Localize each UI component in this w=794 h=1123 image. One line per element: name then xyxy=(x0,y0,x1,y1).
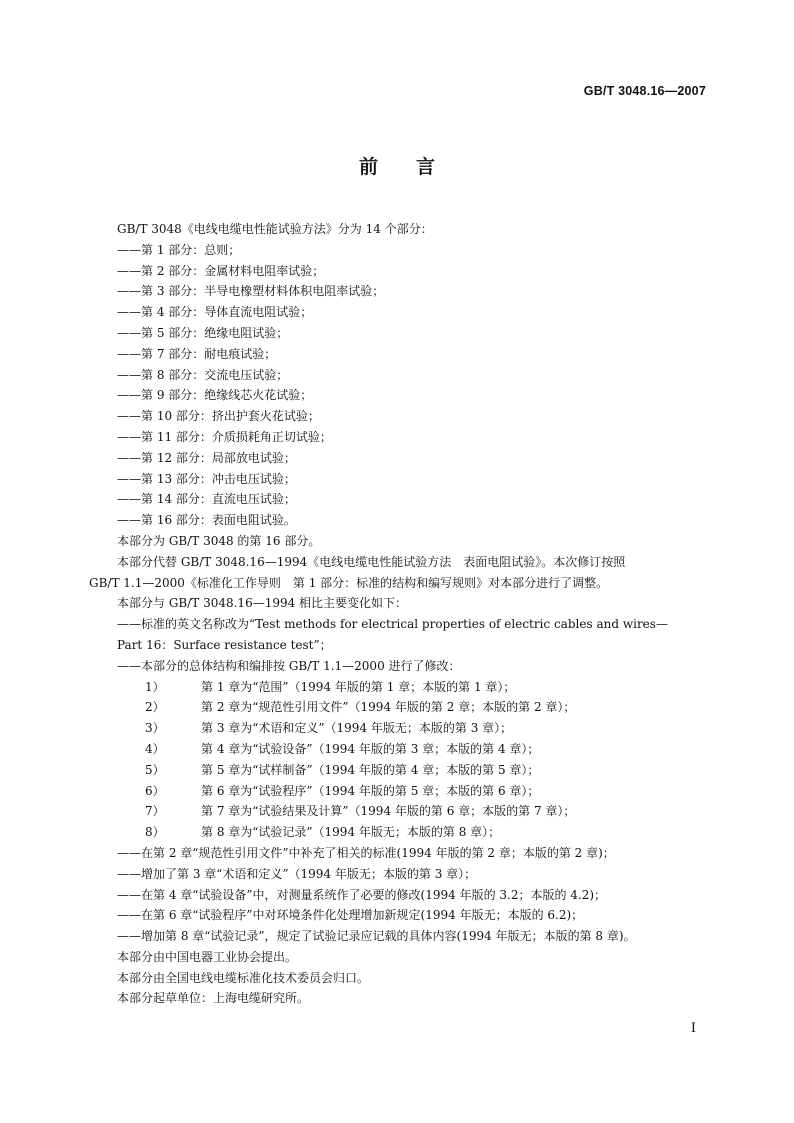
part-list-item: ——第 4 部分：导体直流电阻试验； xyxy=(117,305,313,320)
other-change-item: ——在第 2 章“规范性引用文件”中补充了相关的标准(1994 年版的第 2 章；本版的第 2 章)； xyxy=(117,845,615,860)
part-list-item: ——第 3 部分：半导电橡塑材料体积电阻率试验； xyxy=(117,284,385,299)
chapter-number: 7） xyxy=(145,804,165,819)
part-list-item: ——第 1 部分：总则； xyxy=(117,242,241,257)
replace-paragraph-line-1: 本部分代替 GB/T 3048.16—1994《电线电缆电性能试验方法 表面电阻试验》。本次修订按照 xyxy=(117,554,626,569)
other-change-item: ——在第 4 章“试验设备”中，对测量系统作了必要的修改(1994 年版的 3.2；本版的 4.2)； xyxy=(117,887,607,902)
chapter-number: 5） xyxy=(145,762,165,777)
proposed-by: 本部分由中国电器工业协会提出。 xyxy=(117,949,298,964)
chapter-text: 第 8 章为“试验记录”（1994 年版无；本版的第 8 章）； xyxy=(201,825,501,840)
chapter-text: 第 5 章为“试样制备”（1994 年版的第 4 章；本版的第 5 章）； xyxy=(201,762,540,777)
this-part-paragraph: 本部分为 GB/T 3048 的第 16 部分。 xyxy=(117,533,321,548)
intro-paragraph: GB/T 3048《电线电缆电性能试验方法》分为 14 个部分： xyxy=(117,222,433,236)
chapter-number: 6） xyxy=(145,783,165,798)
chapter-text: 第 2 章为“规范性引用文件”（1994 年版的第 2 章；本版的第 2 章）； xyxy=(201,700,576,715)
part-list-item: ——第 5 部分：绝缘电阻试验； xyxy=(117,325,289,340)
part-list-item: ——第 9 部分：绝缘线芯火花试验； xyxy=(117,388,313,403)
chapter-list-item xyxy=(89,677,709,698)
changes-intro: 本部分与 GB/T 3048.16—1994 相比主要变化如下： xyxy=(117,596,408,611)
chapter-list-item xyxy=(89,718,709,739)
part-list-item: ——第 13 部分：冲击电压试验； xyxy=(117,471,296,486)
other-change-item: ——增加了第 3 章“术语和定义”（1994 年版无；本版的第 3 章）； xyxy=(117,866,477,881)
chapter-list-item xyxy=(89,760,709,781)
part-list-item: ——第 11 部分：介质损耗角正切试验； xyxy=(117,429,332,444)
chapter-number: 8） xyxy=(145,825,165,840)
part-list-item: ——第 7 部分：耐电痕试验； xyxy=(117,346,277,361)
change-english-name-line-2: Part 16：Surface resistance test”； xyxy=(117,637,332,652)
chapter-list-item xyxy=(89,697,709,718)
page-number: I xyxy=(690,1021,696,1036)
replace-paragraph-line-2: GB/T 1.1—2000《标准化工作导则 第 1 部分：标准的结构和编写规则》对本部分进行了调整。 xyxy=(89,575,609,590)
page-title: 前言 xyxy=(358,156,473,178)
chapter-number: 2） xyxy=(145,700,165,715)
part-list-item: ——第 8 部分：交流电压试验； xyxy=(117,367,289,382)
chapter-text: 第 3 章为“术语和定义”（1994 年版无；本版的第 3 章）； xyxy=(201,721,513,736)
part-list-item: ——第 2 部分：金属材料电阻率试验； xyxy=(117,263,325,278)
chapter-list-item xyxy=(89,781,709,802)
part-list-item: ——第 10 部分：挤出护套火花试验； xyxy=(117,409,320,424)
other-change-item: ——在第 6 章“试验程序”中对环境条件化处理增加新规定(1994 年版无；本版的 6.2)； xyxy=(117,908,584,923)
change-english-name-line-1: ——标准的英文名称改为“Test methods for electrical properties of electric cables and wires— xyxy=(117,617,668,632)
centralized-by: 本部分由全国电线电缆标准化技术委员会归口。 xyxy=(117,970,370,985)
chapter-text: 第 6 章为“试验程序”（1994 年版的第 5 章；本版的第 6 章）； xyxy=(201,783,540,798)
part-list-item: ——第 16 部分：表面电阻试验。 xyxy=(117,513,296,528)
chapter-text: 第 4 章为“试验设备”（1994 年版的第 3 章；本版的第 4 章）； xyxy=(201,741,540,756)
chapter-number: 3） xyxy=(145,721,165,736)
other-change-item: ——增加第 8 章“试验记录”，规定了试验记录应记载的具体内容(1994 年版无；本版的第 8 章)。 xyxy=(117,929,636,944)
chapter-list-item xyxy=(89,822,709,843)
part-list-item: ——第 14 部分：直流电压试验； xyxy=(117,492,296,507)
standard-code: GB/T 3048.16—2007 xyxy=(583,84,706,98)
chapter-number: 1） xyxy=(145,679,165,694)
chapter-text: 第 7 章为“试验结果及计算”（1994 年版的第 6 章；本版的第 7 章）； xyxy=(201,804,576,819)
chapter-text: 第 1 章为“范围”（1994 年版的第 1 章；本版的第 1 章）； xyxy=(201,679,516,694)
chapter-list-item xyxy=(89,801,709,822)
chapter-list-item xyxy=(89,739,709,760)
foreword-body xyxy=(89,219,709,1009)
drafted-by: 本部分起草单位：上海电缆研究所。 xyxy=(117,991,310,1006)
chapter-number: 4） xyxy=(145,741,165,756)
part-list-item: ——第 12 部分：局部放电试验； xyxy=(117,450,296,465)
change-structure: ——本部分的总体结构和编排按 GB/T 1.1—2000 进行了修改： xyxy=(117,658,461,673)
